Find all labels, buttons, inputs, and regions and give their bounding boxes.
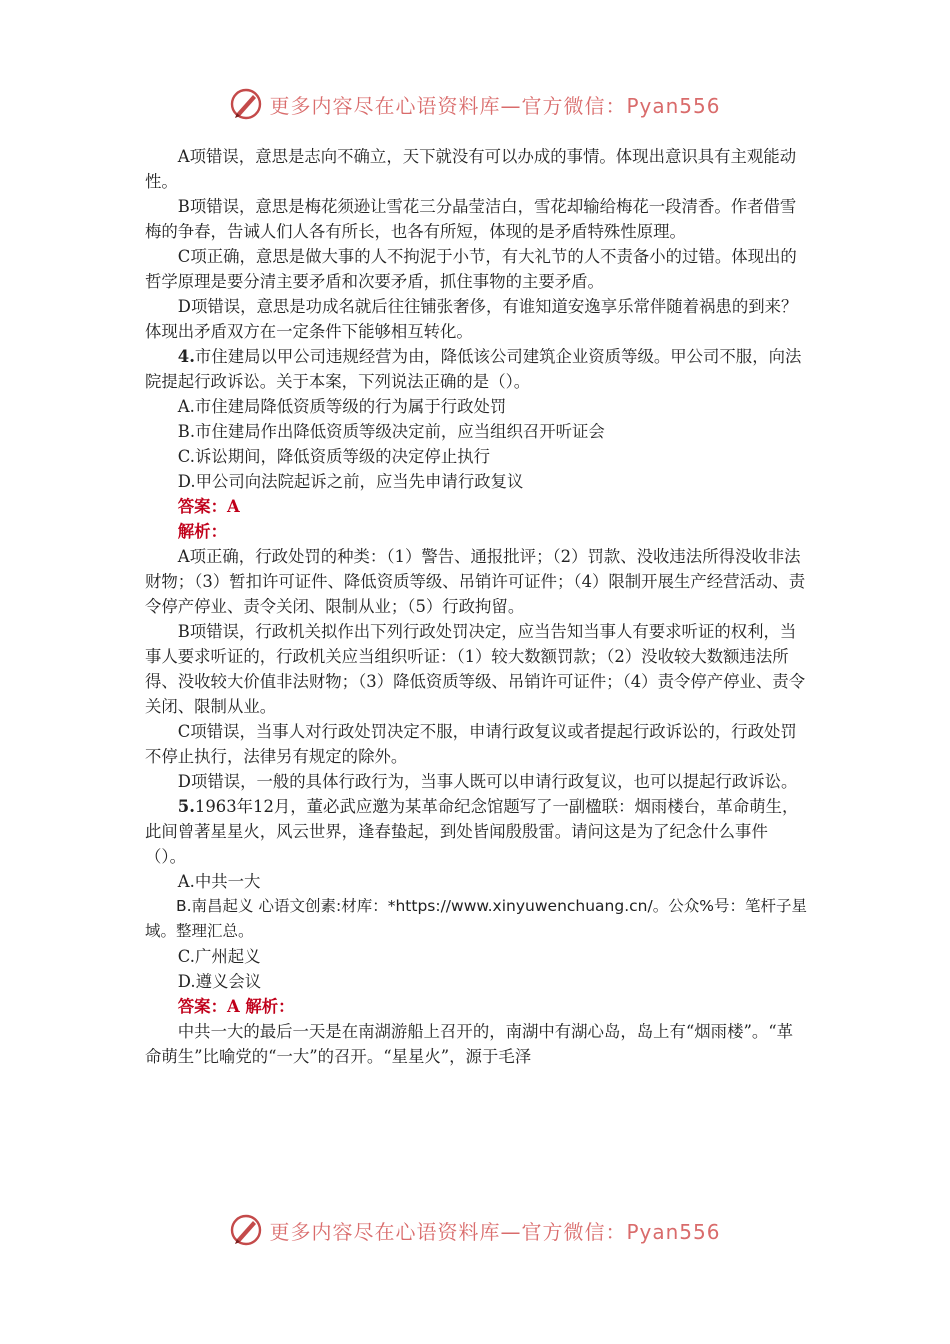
q5-question [145, 794, 807, 869]
q5-option-d: D.遵义会议 [177, 972, 262, 991]
q3-analysis-b: B项错误，意思是梅花须逊让雪花三分晶莹洁白，雪花却输给梅花一段清香。作者借雪梅的争春，告诫人们人各有所长，也各有所短，体现的是矛盾特殊性原理。 [145, 197, 797, 241]
q4-number: 4. [177, 347, 195, 366]
q5-option-b: B.南昌起义 心语文创素:材库：*https://www.xinyuwenchuang.cn/。公众%号：笔杆子星域。整理汇总。 [145, 897, 807, 940]
q3-analysis-d: D项错误，意思是功成名就后往往铺张奢侈，有谁知道安逸享乐常伴随着祸患的到来？体现出矛盾双方在一定条件下能够相互转化。 [145, 297, 798, 341]
pen-logo-icon [229, 1213, 263, 1247]
q4-question [145, 344, 807, 394]
q4-option-a: A.市住建局降低资质等级的行为属于行政处罚 [177, 397, 507, 416]
q4-answer: 答案：A [177, 497, 240, 516]
q4-option-c: C.诉讼期间，降低资质等级的决定停止执行 [177, 447, 490, 466]
q4-analysis-label: 解析： [177, 522, 227, 541]
pen-logo-icon [229, 87, 263, 121]
q4-analysis-b: B项错误，行政机关拟作出下列行政处罚决定，应当告知当事人有要求听证的权利，当事人要求听证的，行政机关应当组织听证：（1）较大数额罚款；（2）没收较大数额违法所得、没收较大价值非法财物；（3）降低资质等级、吊销许可证件；（4）责令停产停业、责令关闭、限制从业。 [145, 622, 806, 716]
q5-answer: 答案：A 解析： [177, 997, 295, 1016]
q5-analysis: 中共一大的最后一天是在南湖游船上召开的，南湖中有湖心岛，岛上有“烟雨楼”。“革命萌生”比喻党的“一大”的召开。“星星火”，源于毛泽 [145, 1022, 793, 1066]
q4-analysis-a: A项正确，行政处罚的种类：（1）警告、通报批评；（2）罚款、没收违法所得没收非法财物；（3）暂扣许可证件、降低资质等级、吊销许可证件；（4）限制开展生产经营活动、责令停产停业、责令关闭、限制从业；（5）行政拘留。 [145, 547, 806, 616]
document-body [145, 144, 807, 1069]
banner-text: 更多内容尽在心语资料库—官方微信：Pyan556 [269, 1219, 721, 1244]
banner-text: 更多内容尽在心语资料库—官方微信：Pyan556 [269, 93, 721, 118]
q4-stem: 市住建局以甲公司违规经营为由，降低该公司建筑企业资质等级。甲公司不服，向法院提起行政诉讼。关于本案，下列说法正确的是（）。 [145, 347, 802, 391]
q3-analysis-a: A项错误，意思是志向不确立，天下就没有可以办成的事情。体现出意识具有主观能动性。 [145, 147, 797, 191]
footer-banner [0, 1210, 950, 1250]
q5-stem: 1963年12月，董必武应邀为某革命纪念馆题写了一副楹联：烟雨楼台，革命萌生，此间曾著星星火，风云世界，逢春蛰起，到处皆闻殷殷雷。请问这是为了纪念什么事件（）。 [145, 797, 799, 866]
q5-option-c: C.广州起义 [177, 947, 261, 966]
q3-analysis-c: C项正确，意思是做大事的人不拘泥于小节，有大礼节的人不责备小的过错。体现出的哲学原理是要分清主要矛盾和次要矛盾，抓住事物的主要矛盾。 [145, 247, 797, 291]
q5-option-a: A.中共一大 [177, 872, 261, 891]
q4-option-d: D.甲公司向法院起诉之前，应当先申请行政复议 [177, 472, 524, 491]
q5-number: 5. [177, 797, 195, 816]
q4-analysis-d: D项错误，一般的具体行政行为，当事人既可以申请行政复议，也可以提起行政诉讼。 [177, 772, 798, 791]
q4-analysis-c: C项错误，当事人对行政处罚决定不服，申请行政复议或者提起行政诉讼的，行政处罚不停止执行，法律另有规定的除外。 [145, 722, 797, 766]
q4-option-b: B.市住建局作出降低资质等级决定前，应当组织召开听证会 [177, 422, 605, 441]
header-banner [0, 84, 950, 124]
